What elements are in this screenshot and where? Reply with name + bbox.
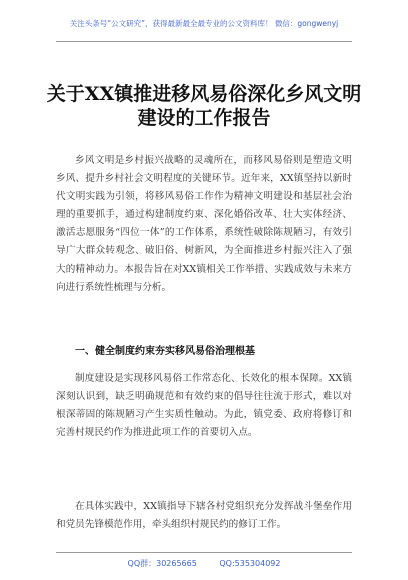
section-heading: 一、健全制度约束夯实移风易俗治理根基 <box>75 346 255 357</box>
footer-divider <box>56 552 352 553</box>
qq-contact-text: QQ:535304092 <box>219 559 281 568</box>
intro-paragraph: 乡风文明是乡村振兴战略的灵魂所在，而移风易俗则是塑造文明乡风、提升乡村社会文明程度的关键环节。近年来，XX镇坚持以新时代文明实践为引领，将移风易俗工作作为精神文明建设和基层社会治理的重要抓手，通过构建制度约束、深化婚俗改革、壮大实体经济、激活志愿服务“四位一体”的工作体系，系统性破除陈规陋习，有效引导广大群众转观念、破旧俗、树新风，为全面推进乡村振兴注入了强大的精神动力。本报告旨在对XX镇相关工作举措、实践成效与未来方向进行系统性梳理与分析。 <box>56 155 352 293</box>
qq-group-text: QQ群：30265665 <box>127 559 197 568</box>
contact-footer <box>0 558 408 569</box>
header-divider <box>56 41 352 42</box>
section-paragraph: 在具体实践中，XX镇指导下辖各村党组织充分发挥战斗堡垒作用和党员先锋模范作用，牵头组织村规民约的修订工作。 <box>56 501 352 531</box>
document-title: 关于XX镇推进移风易俗深化乡风文明建设的工作报告 <box>46 83 362 129</box>
section-paragraph: 制度建设是实现移风易俗工作常态化、长效化的根本保障。XX镇深刻认识到，缺乏明确规范和有效约束的倡导往往流于形式，难以对根深蒂固的陈规陋习产生实质性触动。为此，镇党委、政府将修订和完善村规民约作为推进此项工作的首要切入点。 <box>56 373 352 439</box>
promo-banner: 关注头条号“公文研究”，获得最新最全最专业的公文资料库！ 微信：gongwenyj <box>69 19 339 28</box>
